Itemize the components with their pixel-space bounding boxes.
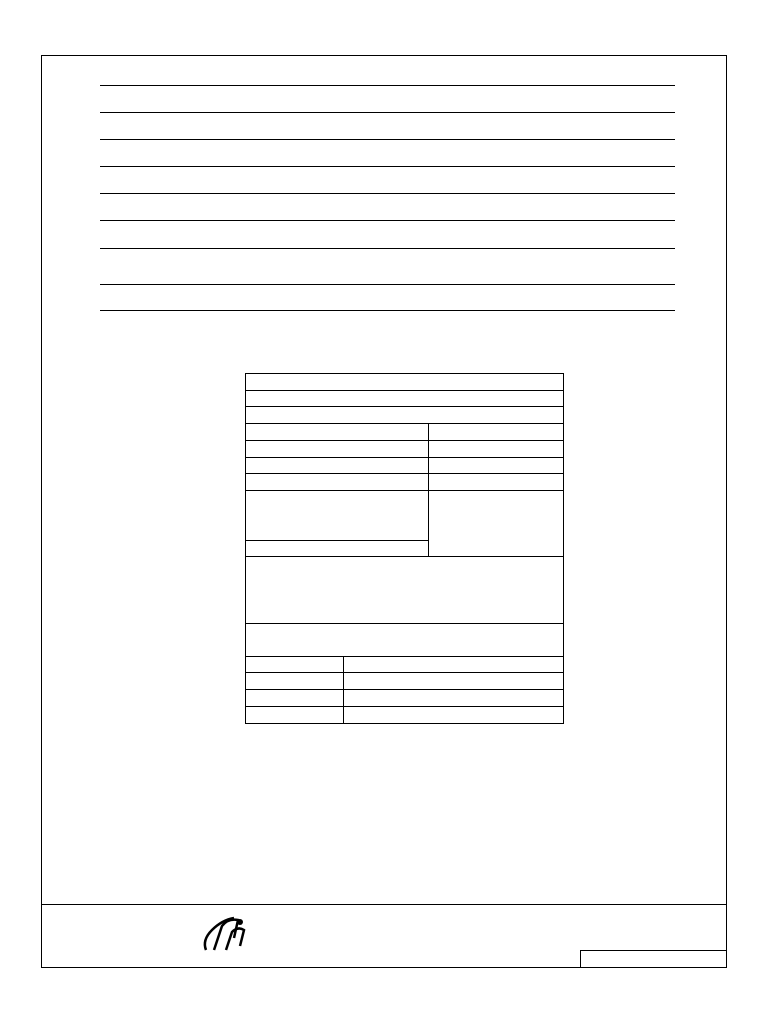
header-rule — [100, 193, 675, 194]
header-rule — [100, 166, 675, 167]
stamp-rule — [245, 623, 564, 624]
hanazono-logo-icon — [200, 912, 255, 959]
header-rule — [100, 85, 675, 86]
header-rule — [100, 112, 675, 113]
stamp-rule — [245, 490, 564, 491]
header-rule — [100, 220, 675, 221]
stamp-rule — [245, 689, 564, 690]
stamp-divider — [428, 423, 429, 556]
header-rule — [100, 310, 675, 311]
stamp-rule — [245, 540, 428, 541]
stamp-rule — [245, 423, 564, 424]
stamp-rule — [245, 672, 564, 673]
header-rule — [100, 139, 675, 140]
stamp-rule — [245, 406, 564, 407]
header-rule — [100, 284, 675, 285]
stamp-rule — [245, 706, 564, 707]
stamp-rule — [245, 457, 564, 458]
stamp-rule — [245, 656, 564, 657]
header-rule — [100, 248, 675, 249]
stamp-rule — [245, 556, 564, 557]
stamp-rule — [245, 390, 564, 391]
stamp-rule — [245, 440, 564, 441]
stamp-rule — [245, 473, 564, 474]
doc-number-box — [580, 950, 727, 968]
vendor-rule — [41, 904, 727, 905]
